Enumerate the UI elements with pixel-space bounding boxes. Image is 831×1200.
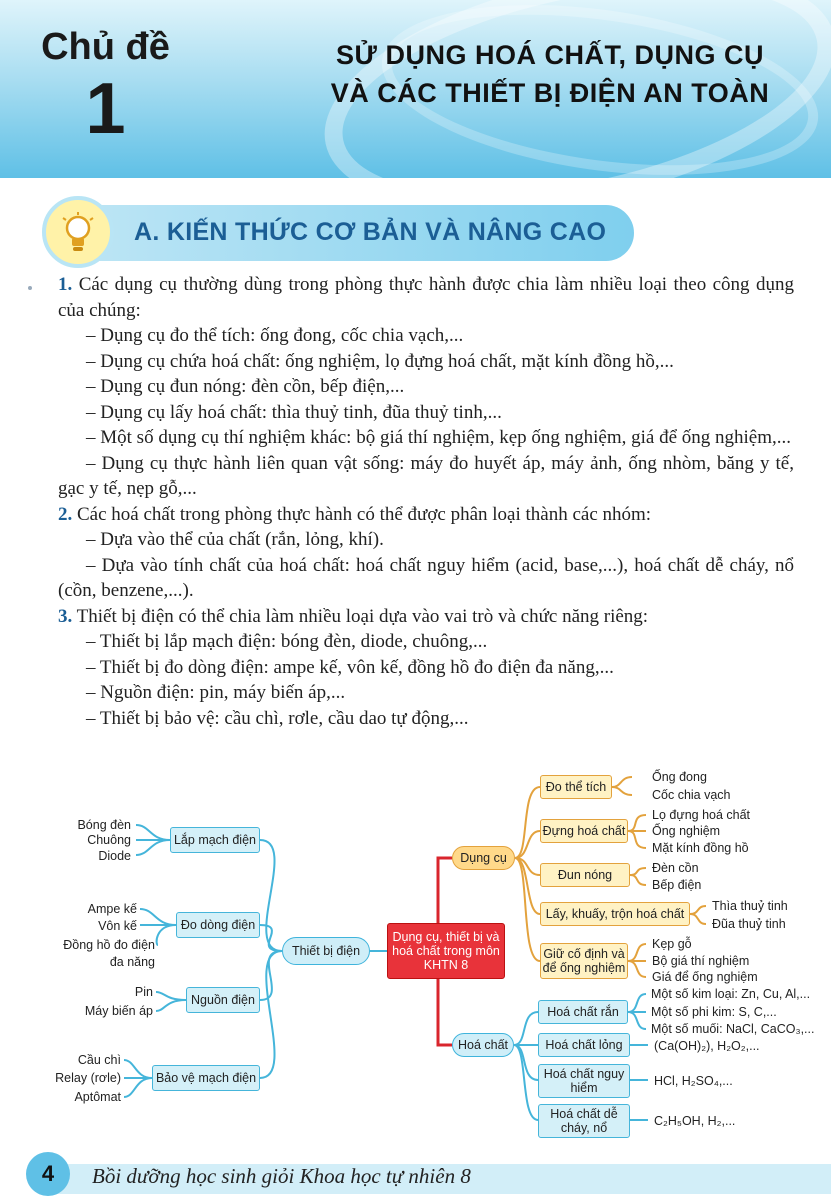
paragraph-number: 3. <box>58 605 73 627</box>
leaf-phi-kim: Một số phi kim: S, C,... <box>651 1005 777 1019</box>
list-item: – Dựa vào thể của chất (rắn, lỏng, khí). <box>86 529 384 550</box>
leaf-pin: Pin <box>134 985 153 999</box>
mind-map <box>0 765 831 1145</box>
leaf-kim-loai: Một số kim loại: Zn, Cu, Al,... <box>651 987 811 1001</box>
node-dun-nong: Đun nóng <box>540 863 630 887</box>
leaf-hoa-chat-nguy-hiem-vd: HCl, H₂SO₄,... <box>654 1074 733 1088</box>
chapter-title-line2: VÀ CÁC THIẾT BỊ ĐIỆN AN TOÀN <box>330 78 770 108</box>
leaf-ong-dong: Ống đong <box>652 770 707 784</box>
list-item: – Thiết bị lắp mạch điện: bóng đèn, diode, chuông,... <box>86 631 488 652</box>
chapter-title <box>300 36 800 112</box>
list-item: – Thiết bị đo dòng điện: ampe kế, vôn kế, đồng hồ đo điện đa năng,... <box>86 656 614 678</box>
paragraph-text: Thiết bị điện có thể chia làm nhiều loại dựa vào vai trò và chức năng riêng: <box>76 605 649 627</box>
paragraph-number: 1. <box>58 274 73 295</box>
chapter-number: 1 <box>85 69 126 149</box>
chapter-banner <box>0 0 831 178</box>
paragraph-2 <box>58 502 794 528</box>
paragraph-text: Các dụng cụ thường dùng trong phòng thực hành được chia làm nhiều loại theo công dụng của chúng: <box>58 274 794 321</box>
leaf-muoi: Một số muối: NaCl, CaCO₃,... <box>651 1022 815 1036</box>
node-lay-khuay-tron: Lấy, khuấy, trộn hoá chất <box>540 902 690 926</box>
list-item: – Dụng cụ thực hành liên quan vật sống: máy đo huyết áp, máy ảnh, ống nhòm, băng y tế, gạc y tế, nẹp gỗ,... <box>58 452 794 499</box>
section-title: A. KIẾN THỨC CƠ BẢN VÀ NÂNG CAO <box>134 218 607 246</box>
list-item: – Dụng cụ đun nóng: đèn cồn, bếp điện,... <box>86 376 405 397</box>
node-lap-mach-dien: Lắp mạch điện <box>170 827 260 853</box>
leaf-mat-kinh-dong-ho: Mặt kính đồng hồ <box>652 841 749 855</box>
leaf-von-ke: Vôn kế <box>98 919 137 933</box>
list-item: – Dựa vào tính chất của hoá chất: hoá chất nguy hiểm (acid, base,...), hoá chất dễ cháy, nổ (cồn, benzene,...). <box>58 554 794 601</box>
leaf-aptomat: Aptômat <box>74 1090 121 1104</box>
list-item: – Dụng cụ lấy hoá chất: thìa thuỷ tinh, đũa thuỷ tinh,... <box>86 401 502 423</box>
node-giu-co-dinh: Giữ cố định và để ống nghiệm <box>540 943 628 979</box>
list-item: – Một số dụng cụ thí nghiệm khác: bộ giá thí nghiệm, kẹp ống nghiệm, giá để ống nghiệm,... <box>86 427 792 448</box>
leaf-dua-thuy-tinh: Đũa thuỷ tinh <box>712 917 786 931</box>
chapter-title-line1: SỬ DỤNG HOÁ CHẤT, DỤNG CỤ <box>336 40 764 70</box>
node-nguon-dien: Nguồn điện <box>186 987 260 1013</box>
leaf-diode: Diode <box>98 849 131 863</box>
node-hoa-chat-nguy-hiem: Hoá chất nguy hiểm <box>538 1064 630 1098</box>
paragraph-number: 2. <box>58 503 73 525</box>
book-title: Bồi dưỡng học sinh giỏi Khoa học tự nhiên 8 <box>92 1164 471 1188</box>
node-do-the-tich: Đo thể tích <box>540 775 612 799</box>
node-hoa-chat-long: Hoá chất lỏng <box>538 1033 630 1057</box>
node-do-dong-dien: Đo dòng điện <box>176 912 260 938</box>
paragraph-text: Các hoá chất trong phòng thực hành có thể được phân loại thành các nhóm: <box>77 503 652 525</box>
mindmap-center-node: Dụng cụ, thiết bị và hoá chất trong môn KHTN 8 <box>387 923 505 979</box>
chapter-label: Chủ đề <box>41 26 170 68</box>
node-dung-cu: Dụng cụ <box>452 846 515 870</box>
leaf-den-con: Đèn cồn <box>652 861 699 875</box>
node-hoa-chat: Hoá chất <box>452 1033 514 1057</box>
paragraph-3 <box>58 604 794 630</box>
leaf-hoa-chat-long-vd: (Ca(OH)₂), H₂O₂,... <box>654 1039 760 1053</box>
chapter-label-box <box>18 22 193 162</box>
leaf-coc-chia-vach: Cốc chia vạch <box>652 788 731 802</box>
body-text <box>58 272 794 731</box>
node-bao-ve-mach-dien: Bảo vệ mạch điện <box>152 1065 260 1091</box>
node-thiet-bi-dien: Thiết bị điện <box>282 937 370 965</box>
page-number: 4 <box>26 1152 70 1196</box>
paragraph-1 <box>58 272 794 323</box>
leaf-relay: Relay (rơle) <box>55 1071 121 1085</box>
list-item: – Thiết bị bảo vệ: cầu chì, rơle, cầu dao tự động,... <box>86 707 469 729</box>
leaf-bep-dien: Bếp điện <box>652 878 702 892</box>
leaf-thia-thuy-tinh: Thìa thuỷ tinh <box>712 899 788 913</box>
leaf-bo-gia-thi-nghiem: Bộ giá thí nghiệm <box>652 954 750 968</box>
list-item: – Nguồn điện: pin, máy biến áp,... <box>86 682 346 703</box>
list-item: – Dụng cụ chứa hoá chất: ống nghiệm, lọ đựng hoá chất, mặt kính đồng hồ,... <box>86 350 674 372</box>
leaf-gia-de-ong-nghiem: Giá để ống nghiệm <box>652 970 758 984</box>
leaf-kep-go: Kẹp gỗ <box>652 937 692 951</box>
margin-dot <box>28 286 32 290</box>
lightbulb-icon <box>42 196 114 268</box>
node-hoa-chat-ran: Hoá chất rắn <box>538 1000 628 1024</box>
leaf-chuong: Chuông <box>87 833 131 847</box>
node-hoa-chat-de-chay: Hoá chất dễ cháy, nổ <box>538 1104 630 1138</box>
leaf-ampe-ke: Ampe kế <box>87 902 137 916</box>
leaf-hoa-chat-de-chay-vd: C₂H₅OH, H₂,... <box>654 1114 736 1128</box>
node-dung-hoa-chat: Đựng hoá chất <box>540 819 628 843</box>
leaf-may-bien-ap: Máy biến áp <box>84 1004 153 1018</box>
leaf-bong-den: Bóng đèn <box>77 818 131 832</box>
leaf-lo-dung-hoa-chat: Lọ đựng hoá chất <box>652 808 751 822</box>
leaf-dong-ho-do-dien: Đồng hồ đo điện <box>63 938 155 952</box>
leaf-ong-nghiem: Ống nghiệm <box>652 824 721 838</box>
leaf-cau-chi: Cầu chì <box>77 1053 121 1067</box>
list-item: – Dụng cụ đo thể tích: ống đong, cốc chia vạch,... <box>86 325 464 346</box>
leaf-da-nang: đa năng <box>109 955 155 969</box>
